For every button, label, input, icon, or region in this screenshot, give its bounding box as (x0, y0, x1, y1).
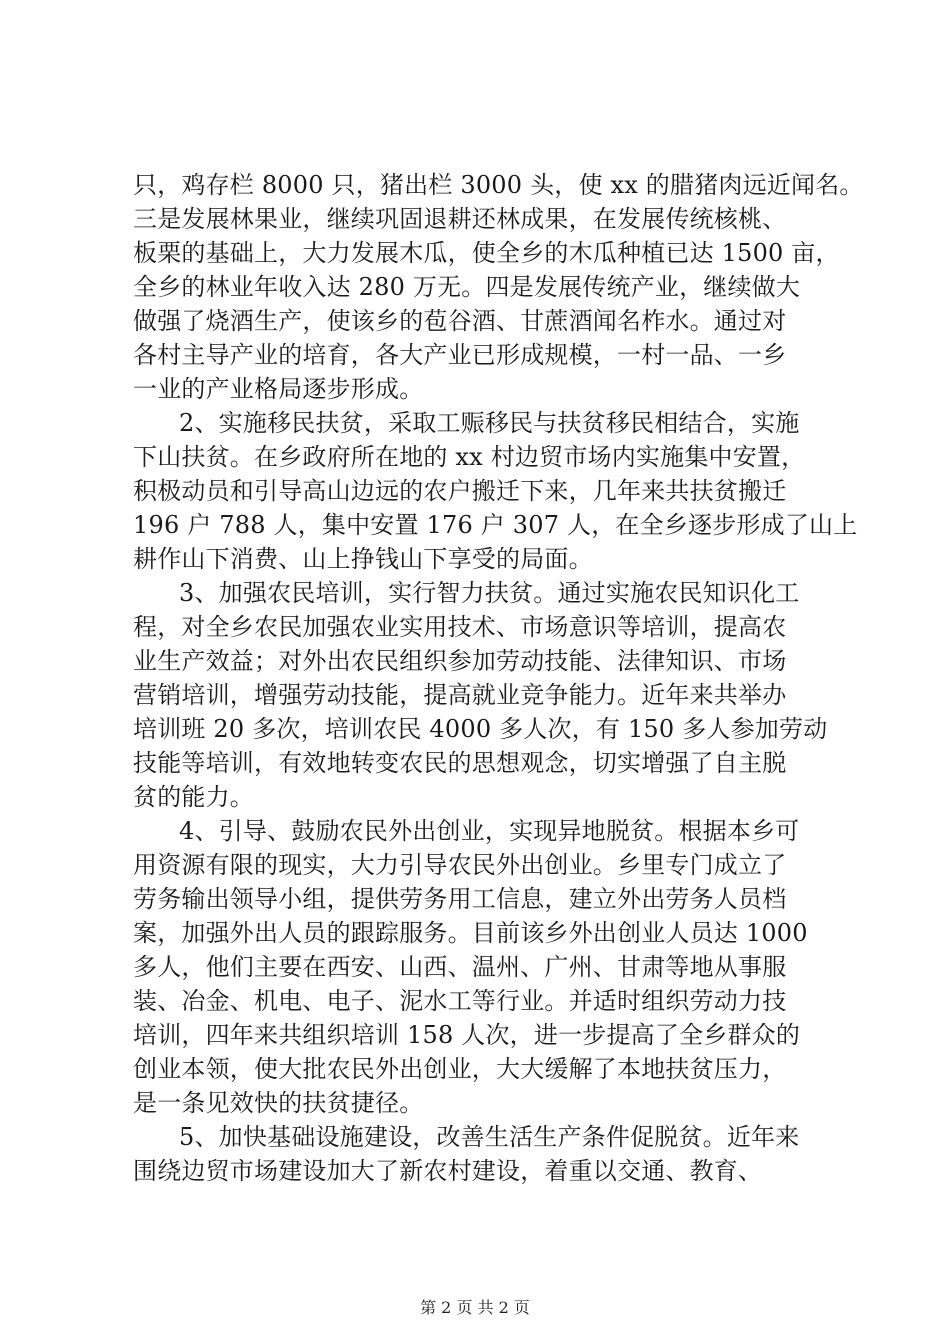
text-line: 全乡的林业年收入达 280 万无。四是发展传统产业，继续做大 (133, 273, 801, 301)
text-line: 程，对全乡农民加强农业实用技术、市场意识等培训，提高农 (133, 613, 787, 641)
text-line: 下山扶贫。在乡政府所在地的 xx 村边贸市场内实施集中安置， (133, 443, 806, 471)
text-line: 案，加强外出人员的跟踪服务。目前该乡外出创业人员达 1000 (133, 919, 808, 947)
text-line: 贫的能力。 (133, 783, 254, 811)
text-line: 一业的产业格局逐步形成。 (133, 375, 424, 403)
text-line: 用资源有限的现实，大力引导农民外出创业。乡里专门成立了 (133, 851, 787, 879)
page-footer: 第 2 页 共 2 页 (420, 1298, 530, 1317)
text-line: 围绕边贸市场建设加大了新农村建设，着重以交通、教育、 (133, 1157, 763, 1185)
text-line: 培训，四年来共组织培训 158 人次，进一步提高了全乡群众的 (133, 1021, 801, 1049)
text-line: 耕作山下消费、山上挣钱山下享受的局面。 (133, 545, 593, 573)
text-line: 只，鸡存栏 8000 只，猪出栏 3000 头，使 xx 的腊猪肉远近闻名。 (133, 171, 864, 199)
text-line: 业生产效益；对外出农民组织参加劳动技能、法律知识、市场 (133, 647, 787, 675)
body-text (133, 168, 864, 1188)
text-line: 各村主导产业的培育，各大产业已形成规模，一村一品、一乡 (133, 341, 787, 369)
paragraph-first-line: 5、加快基础设施建设，改善生活生产条件促脱贫。近年来 (179, 1123, 800, 1151)
text-line: 装、冶金、机电、电子、泥水工等行业。并适时组织劳动力技 (133, 987, 787, 1015)
text-line: 劳务输出领导小组，提供劳务用工信息，建立外出劳务人员档 (133, 885, 787, 913)
text-line: 多人，他们主要在西安、山西、温州、广州、甘肃等地从事服 (133, 953, 787, 981)
text-line: 培训班 20 多次，培训农民 4000 多人次，有 150 多人参加劳动 (133, 715, 828, 743)
text-line: 创业本领，使大批农民外出创业，大大缓解了本地扶贫压力， (133, 1055, 787, 1083)
text-line: 是一条见效快的扶贫捷径。 (133, 1089, 424, 1117)
paragraph-first-line: 2、实施移民扶贫，采取工赈移民与扶贫移民相结合，实施 (179, 409, 800, 437)
text-line: 营销培训，增强劳动技能，提高就业竞争能力。近年来共举办 (133, 681, 787, 709)
text-line: 积极动员和引导高山边远的农户搬迁下来，几年来共扶贫搬迁 (133, 477, 787, 505)
text-line: 三是发展林果业，继续巩固退耕还林成果，在发展传统核桃、 (133, 205, 787, 233)
text-line: 技能等培训，有效地转变农民的思想观念，切实增强了自主脱 (133, 749, 787, 777)
text-line: 做强了烧酒生产，使该乡的苞谷酒、甘蔗酒闻名柞水。通过对 (133, 307, 787, 335)
text-line: 板栗的基础上，大力发展木瓜，使全乡的木瓜种植已达 1500 亩， (133, 239, 840, 267)
paragraph-first-line: 3、加强农民培训，实行智力扶贫。通过实施农民知识化工 (179, 579, 800, 607)
text-line: 196 户 788 人，集中安置 176 户 307 人，在全乡逐步形成了山上 (133, 511, 858, 539)
paragraph-first-line: 4、引导、鼓励农民外出创业，实现异地脱贫。根据本乡可 (179, 817, 800, 845)
